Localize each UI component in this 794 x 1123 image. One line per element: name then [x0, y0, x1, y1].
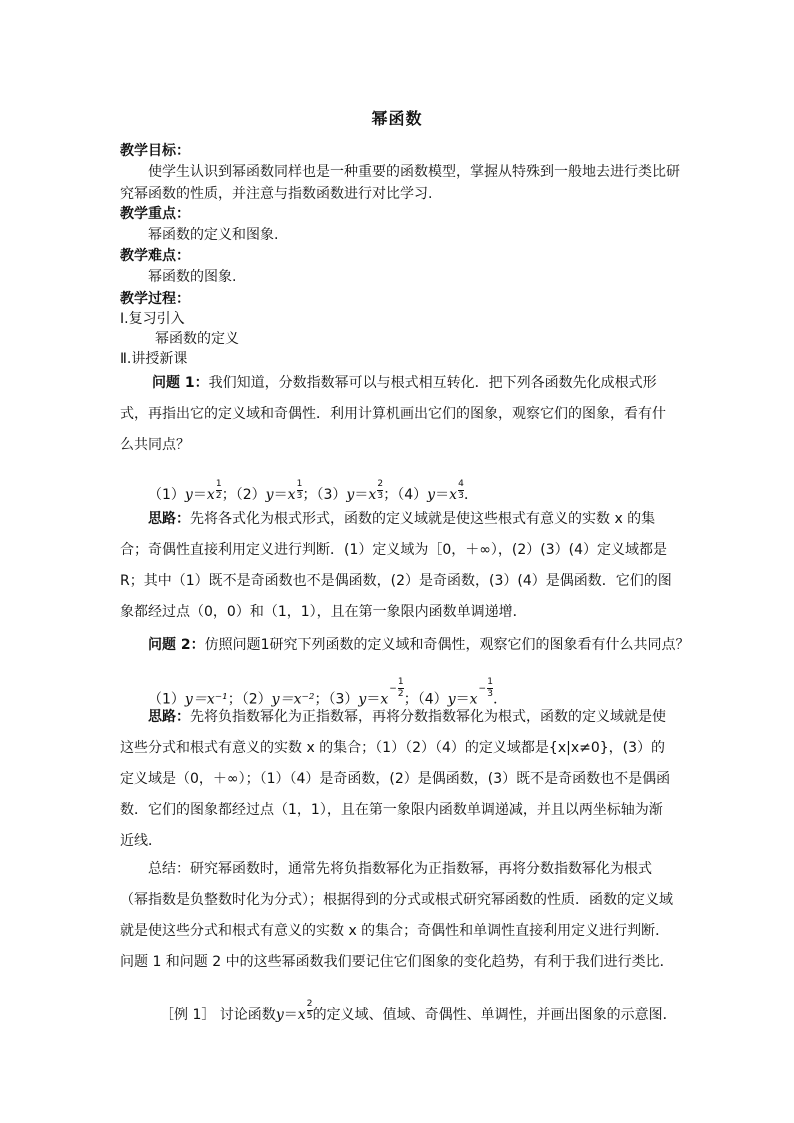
exp-num: 1 — [296, 479, 303, 489]
q2-func-1-label: （1） — [148, 691, 185, 708]
summary-text: 研究幂函数时，通常先将负指数幂化为正指数幂，再将分数指数幂化为根式（幂指数是负整数时化为分式）；根据得到的分式或根式研究幂函数的性质．函数的定义域就是使这些分式和根式有意义的实数 x 的集合；奇偶性和单调性直接利用定义进行判断．问题 1 和问题 2 中的这些幂函数我们要记住它们图象的变化趋势，有利于我们进行类比． — [120, 861, 674, 970]
q2-func-4-label: ；（4） — [403, 691, 448, 708]
goal-text-line2: 究幂函数的性质，并注意与指数函数进行对比学习. — [120, 186, 433, 202]
example-1-eq: ＝ — [283, 1007, 298, 1023]
q2-func-end: ． — [493, 691, 508, 708]
question-1-text: 我们知道，分数指数幂可以与根式相互转化．把下列各函数先化成根式形式，再指出它的定义域和奇偶性．利用计算机画出它们的图象，观察它们的图象，看有什么共同点？ — [120, 375, 666, 453]
example-1-prefix: ［例 1］ 讨论函数 — [160, 1007, 276, 1023]
q1-func-x: x — [368, 487, 377, 503]
exp-minus: − — [478, 683, 487, 694]
q1-func-eq: ＝ — [273, 487, 288, 503]
exp-num: 2 — [306, 999, 313, 1009]
answer-1 — [120, 504, 676, 628]
q2-func-eq: ＝ — [366, 691, 381, 708]
difficulty-heading: 教学难点： — [120, 248, 190, 264]
exp-num: 1 — [215, 479, 222, 489]
q1-func-4-label: ；（4） — [383, 487, 428, 503]
summary — [120, 854, 676, 978]
question-1-label: 问题 1： — [152, 375, 209, 391]
answer-2-label: 思路： — [148, 709, 190, 725]
question-2-text: 仿照问题1研究下列函数的定义域和奇偶性，观察它们的图象看有什么共同点？ — [204, 637, 690, 653]
answer-1-label: 思路： — [148, 511, 190, 527]
q1-func-y: y — [265, 487, 274, 503]
q2-func-y: y — [447, 691, 456, 708]
exp-den: 3 — [377, 491, 384, 501]
q1-func-2-label: ；（2） — [221, 487, 266, 503]
q1-func-eq: ＝ — [354, 487, 369, 503]
example-1 — [160, 1000, 677, 1024]
goal-text-line1: 使学生认识到幂函数同样也是一种重要的函数模型，掌握从特殊到一般地去进行类比研 — [148, 164, 680, 180]
q1-func-3-label: ；（3） — [302, 487, 347, 503]
example-1-suffix: 的定义域、值域、奇偶性、单调性，并画出图象的示意图． — [312, 1007, 677, 1023]
answer-1-text: 先将各式化为根式形式，函数的定义域就是使这些根式有意义的实数 x 的集合；奇偶性直接利用定义进行判断．(1）定义域为［0，＋∞），(2）(3）(4）定义域都是 R；其中（1）既不是奇函数也不是偶函数，(2）是奇函数，(3）(4）是偶函数．它们的图象都经过点（0，0）和（1，1），且在第一象限内函数单调递增． — [120, 511, 672, 620]
question-2 — [148, 634, 690, 654]
question-2-label: 问题 2： — [148, 637, 205, 653]
q1-func-y: y — [427, 487, 436, 503]
q2-exponent-3 — [389, 678, 404, 699]
q2-func-2-label: ；（2） — [227, 691, 272, 708]
section-review-item: 幂函数的定义 — [155, 331, 239, 347]
question-1 — [120, 368, 676, 461]
exp-den: 3 — [458, 491, 464, 501]
goal-heading: 教学目标： — [120, 143, 190, 159]
q1-func-eq: ＝ — [192, 487, 207, 503]
q2-func-x: x — [469, 691, 478, 708]
q2-func-2-expr: y＝x⁻² — [271, 691, 315, 708]
exp-den: 3 — [487, 689, 493, 699]
q2-func-3-label: ；（3） — [314, 691, 359, 708]
summary-label: 总结： — [148, 861, 190, 877]
exp-den: 3 — [296, 491, 303, 501]
q1-func-x: x — [287, 487, 296, 503]
exp-den: 5 — [306, 1011, 313, 1021]
page-title: 幂函数 — [371, 109, 423, 128]
q1-func-x: x — [449, 487, 457, 503]
exp-den: 2 — [397, 689, 404, 699]
q2-func-y: y — [358, 691, 367, 708]
example-1-x: x — [297, 1007, 306, 1023]
exp-num: 1 — [487, 677, 493, 687]
q2-func-eq: ＝ — [455, 691, 470, 708]
q2-func-x: x — [380, 691, 389, 708]
answer-2 — [120, 702, 676, 857]
exp-minus: − — [389, 683, 397, 694]
answer-2-text: 先将负指数幂化为正指数幂，再将分数指数幂化为根式，函数的定义域就是使这些分式和根式有意义的实数 x 的集合；（1）（2）（4）的定义域都是{x|x≠0}，(3）的定义域是（0，＋∞）；（1）（4）是奇函数，(2）是偶函数，(3）既不是奇函数也不是偶函数．它们的图象都经过点（1，1），且在第一象限内函数单调递减，并且以两坐标轴为渐近线． — [120, 709, 671, 849]
example-1-y: y — [275, 1007, 284, 1023]
q1-func-eq: ＝ — [435, 487, 450, 503]
q2-func-1-expr: y＝x⁻¹ — [184, 691, 228, 708]
section-new-lesson: Ⅱ.讲授新课 — [120, 351, 188, 367]
question-1-functions — [148, 480, 478, 504]
exp-num: 1 — [397, 677, 404, 687]
exp-den: 2 — [215, 491, 222, 501]
q1-func-x: x — [206, 487, 215, 503]
q1-func-end: ． — [464, 487, 478, 503]
q1-func-y: y — [184, 487, 193, 503]
key-point-text: 幂函数的定义和图象. — [148, 227, 279, 243]
difficulty-text: 幂函数的图象. — [148, 269, 237, 285]
q1-func-y: y — [346, 487, 355, 503]
exp-num: 4 — [458, 479, 464, 489]
section-review: Ⅰ.复习引入 — [120, 311, 185, 327]
q1-func-1-label: （1） — [148, 487, 185, 503]
q2-exponent-4 — [479, 678, 494, 699]
exp-num: 2 — [377, 479, 384, 489]
key-point-heading: 教学重点： — [120, 206, 190, 222]
process-heading: 教学过程： — [120, 291, 190, 307]
